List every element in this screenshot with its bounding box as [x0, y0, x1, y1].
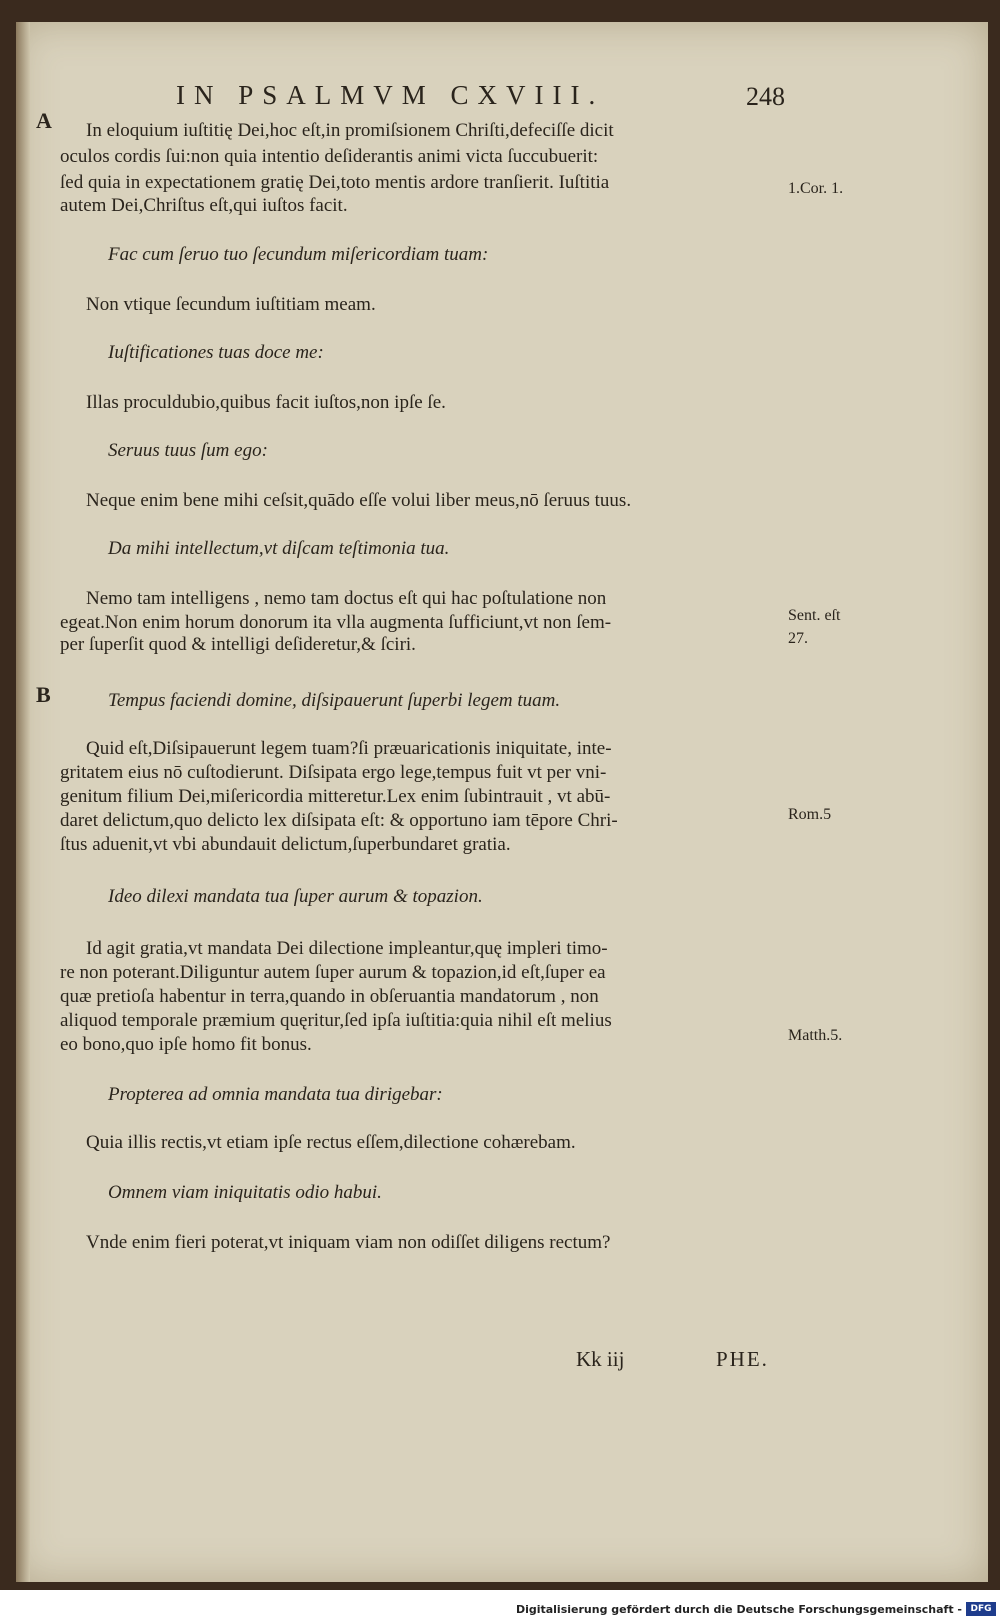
- page-number: 248: [746, 82, 785, 111]
- commentary-line: autem Dei,Chriſtus eſt,qui iuſtos facit.: [60, 195, 348, 216]
- commentary-line: ſtus aduenit,vt vbi abundauit delictum,ſuperbundaret gratia.: [60, 834, 511, 855]
- psalm-verse: Iuſtificationes tuas doce me:: [108, 342, 324, 363]
- psalm-verse: Tempus faciendi domine, diſsipauerunt ſuperbi legem tuam.: [108, 690, 561, 711]
- psalm-verse: Ideo dilexi mandata tua ſuper aurum & topazion.: [108, 886, 483, 907]
- margin-note: Matth.5.: [788, 1027, 843, 1044]
- margin-note: Sent. eſt: [788, 607, 841, 624]
- commentary-line: Quid eſt,Diſsipauerunt legem tuam?ſi præuaricationis iniquitate, inte-: [86, 738, 612, 759]
- psalm-verse: Fac cum ſeruo tuo ſecundum miſericordiam tuam:: [108, 244, 489, 265]
- commentary-line: Quia illis rectis,vt etiam ipſe rectus eſſem,dilectione cohærebam.: [86, 1132, 576, 1153]
- commentary-line: quæ pretioſa habentur in terra,quando in obſeruantia mandatorum , non: [60, 986, 599, 1007]
- book-page: [16, 22, 988, 1582]
- psalm-verse: Seruus tuus ſum ego:: [108, 440, 268, 461]
- commentary-line: ſed quia in expectationem gratię Dei,toto mentis ardore tranſierit. Iuſtitia: [60, 172, 610, 193]
- digitization-notice: Digitalisierung gefördert durch die Deutsche Forschungsgemeinschaft -: [515, 1603, 962, 1616]
- section-marker-a: A: [36, 108, 52, 133]
- running-title: IN PSALMVM CXVIII.: [176, 80, 605, 110]
- signature-mark: Kk iij: [576, 1347, 625, 1371]
- commentary-line: daret delictum,quo delicto lex diſsipata eſt: & opportuno iam tēpore Chri-: [60, 810, 618, 831]
- commentary-line: eo bono,quo ipſe homo fit bonus.: [60, 1034, 312, 1055]
- commentary-line: re non poterant.Diliguntur autem ſuper aurum & topazion,id eſt,ſuper ea: [60, 962, 606, 983]
- commentary-line: Nemo tam intelligens , nemo tam doctus eſt qui hac poſtulatione non: [86, 588, 607, 609]
- commentary-line: In eloquium iuſtitię Dei,hoc eſt,in promiſsionem Chriſti,defeciſſe dicit: [86, 120, 614, 141]
- psalm-verse: Propterea ad omnia mandata tua dirigebar:: [108, 1084, 443, 1105]
- dfg-logo: DFG: [966, 1602, 996, 1616]
- digitization-bar: [0, 1598, 1000, 1624]
- psalm-verse: Omnem viam iniquitatis odio habui.: [108, 1182, 382, 1203]
- commentary-line: Id agit gratia,vt mandata Dei dilectione impleantur,quę impleri timo-: [86, 938, 608, 959]
- commentary-line: genitum filium Dei,miſericordia mitteretur.Lex enim ſubintrauit , vt abū-: [60, 786, 611, 807]
- margin-note: 1.Cor. 1.: [788, 180, 844, 197]
- commentary-line: gritatem eius nō cuſtodierunt. Diſsipata ergo lege,tempus fuit vt per vni-: [60, 762, 607, 783]
- commentary-line: per ſuperſit quod & intelligi deſideretur,& ſciri.: [60, 634, 416, 655]
- commentary-line: oculos cordis ſui:non quia intentio deſiderantis animi victa ſuccubuerit:: [60, 146, 599, 167]
- commentary-line: Vnde enim fieri poterat,vt iniquam viam non odiſſet diligens rectum?: [86, 1232, 611, 1253]
- margin-note: Rom.5: [788, 806, 832, 823]
- commentary-line: Neque enim bene mihi ceſsit,quādo eſſe volui liber meus,nō ſeruus tuus.: [86, 490, 632, 511]
- commentary-line: Non vtique ſecundum iuſtitiam meam.: [86, 294, 376, 315]
- section-marker-b: B: [36, 682, 51, 707]
- psalm-verse: Da mihi intellectum,vt diſcam teſtimonia tua.: [108, 538, 450, 559]
- margin-note: 27.: [788, 630, 808, 647]
- commentary-line: Illas proculdubio,quibus facit iuſtos,non ipſe ſe.: [86, 392, 446, 413]
- page-edge: [16, 22, 30, 1582]
- commentary-line: aliquod temporale præmium quęritur,ſed ipſa iuſtitia:quia nihil eſt melius: [60, 1010, 612, 1031]
- commentary-line: egeat.Non enim horum donorum ita vlla augmenta ſufficiunt,vt non ſem-: [60, 612, 612, 633]
- catchword: PHE.: [716, 1347, 769, 1371]
